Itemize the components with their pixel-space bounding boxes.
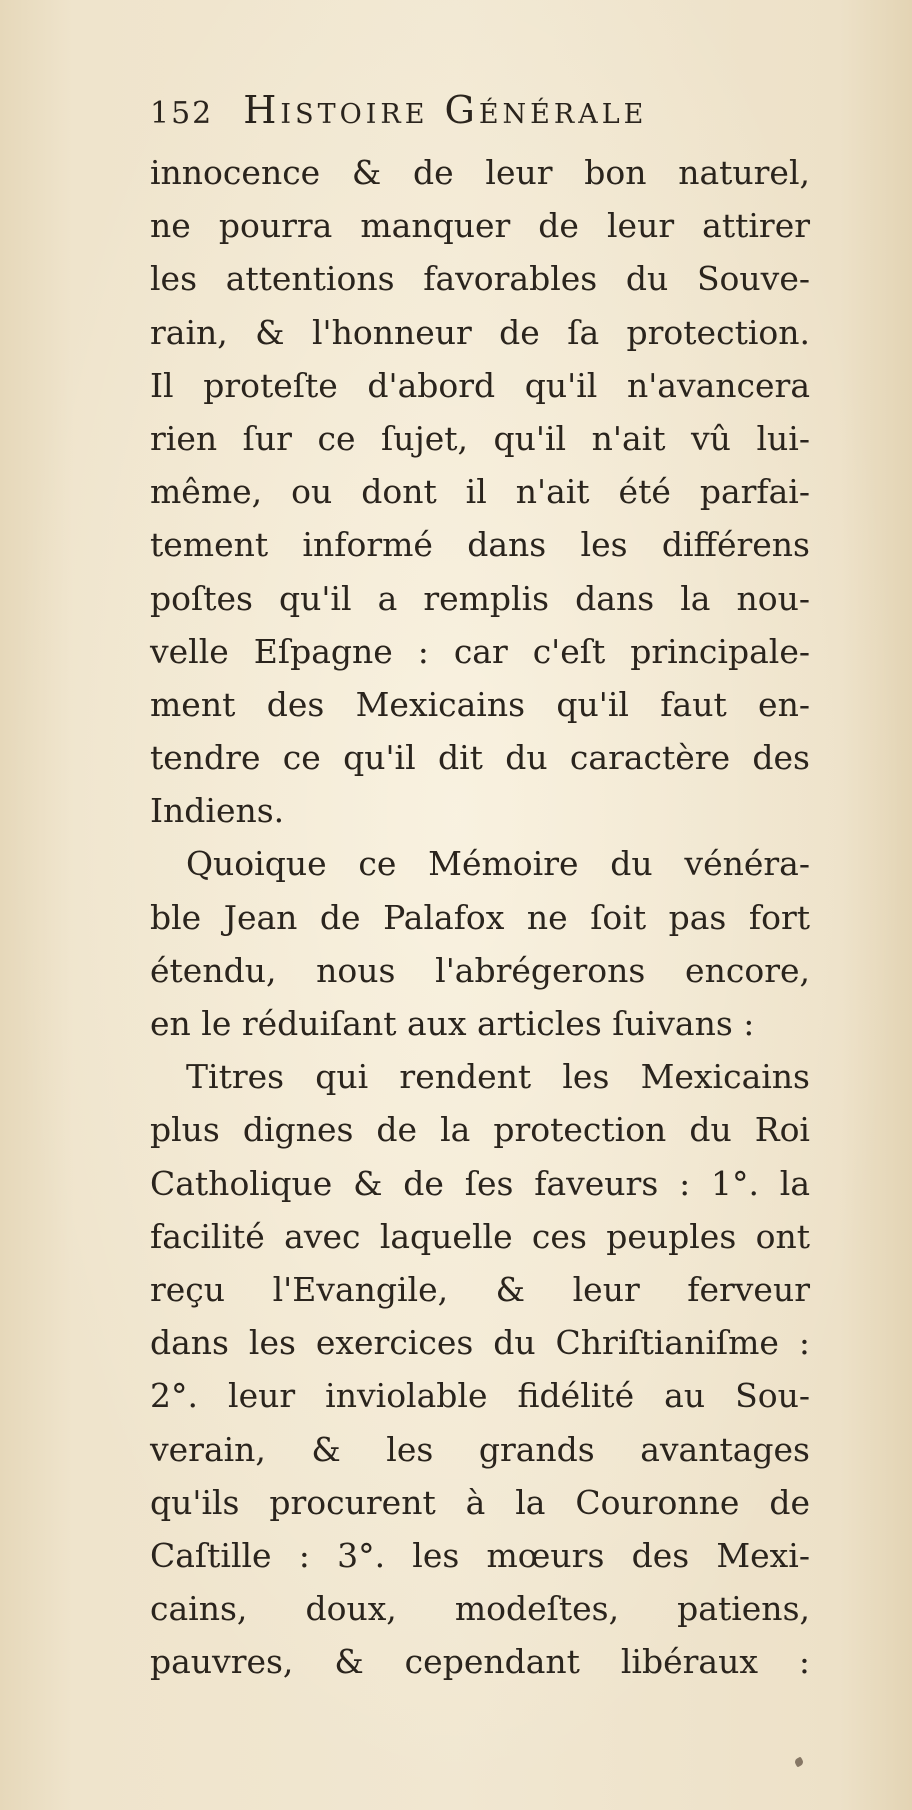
text-line: étendu, nous l'abrégerons encore, bbox=[150, 950, 810, 990]
body-text bbox=[150, 146, 810, 1688]
ink-mark bbox=[794, 1757, 805, 1768]
text-line: ble Jean de Palafox ne ſoit pas fort bbox=[150, 897, 810, 937]
text-line: rien ſur ce ſujet, qu'il n'ait vû lui- bbox=[150, 418, 810, 458]
page-number: 152 bbox=[150, 96, 214, 131]
text-line: poſtes qu'il a remplis dans la nou- bbox=[150, 578, 810, 618]
text-line: verain, & les grands avantages bbox=[150, 1429, 810, 1469]
text-line: tendre ce qu'il dit du caractère des bbox=[150, 738, 810, 778]
text-line: dans les exercices du Chriſtianiſme : bbox=[150, 1323, 810, 1363]
text-line: pauvres, & cependant libéraux : bbox=[150, 1642, 810, 1682]
running-head bbox=[150, 88, 810, 146]
text-line: ne pourra manquer de leur attirer bbox=[150, 206, 810, 246]
text-line: Indiens. bbox=[150, 791, 285, 831]
text-line: plus dignes de la protection du Roi bbox=[150, 1110, 810, 1150]
text-line: Quoique ce Mémoire du vénéra- bbox=[186, 844, 810, 884]
text-line: les attentions favorables du Souve- bbox=[150, 259, 810, 299]
text-line: innocence & de leur bon naturel, bbox=[150, 153, 810, 192]
text-line: Il proteſte d'abord qu'il n'avancera bbox=[150, 365, 810, 405]
text-block bbox=[150, 88, 810, 1688]
text-line: facilité avec laquelle ces peuples ont bbox=[150, 1216, 810, 1256]
text-line: ment des Mexicains qu'il faut en- bbox=[150, 684, 810, 724]
text-line: en le réduiſant aux articles ſuivans : bbox=[150, 1004, 755, 1043]
text-line: Caſtille : 3°. les mœurs des Mexi- bbox=[150, 1535, 810, 1575]
text-line: 2°. leur inviolable fidélité au Sou- bbox=[150, 1376, 810, 1416]
text-line: reçu l'Evangile, & leur ferveur bbox=[150, 1269, 810, 1309]
text-line: cains, doux, modeſtes, patiens, bbox=[150, 1589, 810, 1629]
text-line: Titres qui rendent les Mexicains bbox=[186, 1057, 810, 1097]
text-line: Catholique & de ſes faveurs : 1°. la bbox=[150, 1163, 810, 1203]
text-line: qu'ils procurent à la Couronne de bbox=[150, 1482, 810, 1522]
text-line: velle Eſpagne : car c'eſt principale- bbox=[150, 631, 810, 671]
text-line: tement informé dans les différens bbox=[150, 525, 810, 565]
text-line: rain, & l'honneur de ſa protection. bbox=[150, 312, 810, 352]
running-title: Histoire Générale bbox=[243, 88, 648, 132]
text-line: même, ou dont il n'ait été parfai- bbox=[150, 472, 810, 512]
